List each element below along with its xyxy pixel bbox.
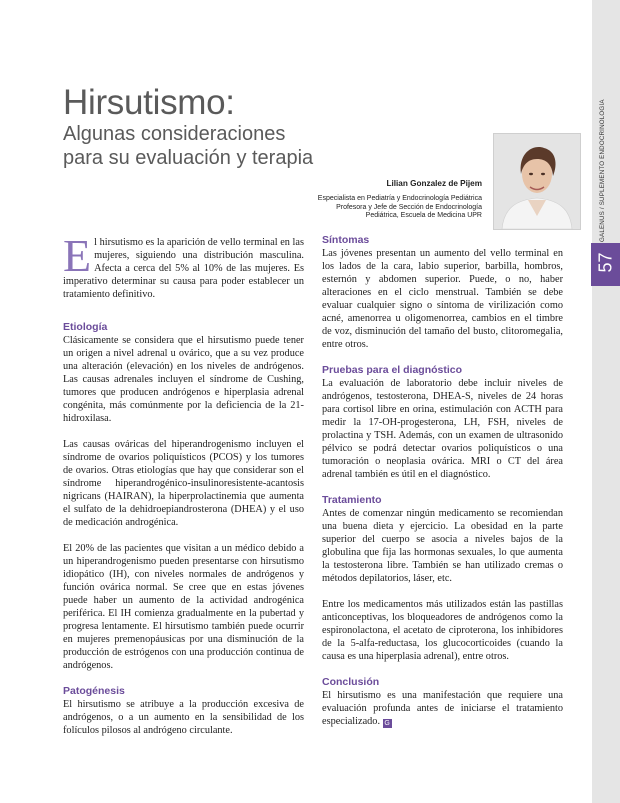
tratamiento-paragraph-2: Entre los medicamentos más utilizados están las pastillas anticonceptivas, los bloqueadores de andrógenos como la espironolactona, el acetato de ciproterona, los inhibidores de la 5-alfa-reductasa, los glucocorticoides (cuando la causa es una hiperplasia adrenal), entre otros. — [322, 599, 563, 662]
conclusion-text: El hirsutismo es una manifestación que requiere una evaluación profunda antes de iniciarse el tratamiento especializado. — [322, 690, 563, 727]
patogenesis-paragraph: El hirsutismo se atribuye a la producción excesiva de andrógenos, o a un aumento en la sensibilidad de los folículos pilosos al andrógeno circulante. — [63, 699, 304, 736]
heading-sintomas: Síntomas — [322, 234, 370, 246]
subtitle-line-1: Algunas consideraciones — [63, 123, 286, 145]
article-subtitle — [63, 122, 363, 170]
intro-paragraph — [63, 230, 304, 301]
drop-cap: E — [63, 230, 92, 281]
author-affiliation-line: Especialista en Pediatría y Endocrinología Pediátrica — [317, 195, 482, 202]
etiologia-paragraph-3: El 20% de las pacientes que visitan a un médico debido a un hiperandrogenismo pueden presentarse con hirsutismo idiopático (IH), con niveles normales de andrógenos y función ovárica normal. Se cree que en estas jóvenes puede haber un aumento de la actividad androgénica periférica. El IH comienza gradualmente en la pubertad y progresa lentamente. El hirsutismo también puede ocurrir en mujeres premenopáusicas por una disminución de la producción de estrógenos con una producción continua de andrógenos. — [63, 543, 304, 671]
author-affiliation — [270, 195, 482, 221]
etiologia-paragraph-2: Las causas ováricas del hiperandrogenismo incluyen el síndrome de ovarios poliquísticos (PCOS) y los tumores de ovarios. Otras etiologías que hay que considerar son el síndrome hiperandrogénico-insulinoresistente-acantosis nigricans (HAIRAN), la hiperprolactinemia que aumenta el sulfato de la dehidroepiandrosterona (DHEA) y el uso de medicación androgénica. — [63, 439, 304, 528]
heading-pruebas: Pruebas para el diagnóstico — [322, 364, 463, 376]
subtitle-line-2: para su evaluación y terapia — [63, 147, 314, 169]
heading-tratamiento: Tratamiento — [322, 494, 382, 506]
left-column — [63, 230, 304, 737]
page-number-tab — [591, 243, 620, 286]
pruebas-paragraph: La evaluación de laboratorio debe incluir niveles de andrógenos, testosterona, DHEA-S, niveles de 24 horas para cortisol libre en orina, estimulación con ACTH para medir la 17-OH-progesterona, LH, FSH, niveles de prolactina y TSH. Además, con un examen de ultrasonido pélvico se podrá detectar ovarios poliquísticos o una tumoración o neoplasia ovárica. MRI o CT del área adrenal también es útil en el diagnóstico. — [322, 378, 563, 480]
heading-conclusion: Conclusión — [322, 676, 380, 688]
page-number: 57 — [595, 252, 616, 273]
right-column — [322, 234, 563, 728]
conclusion-paragraph — [322, 689, 563, 728]
etiologia-paragraph-1: Clásicamente se considera que el hirsutismo puede tener un origen a nivel adrenal u ovárico, que a su vez produce una alteración (elevación) en los niveles de andrógenos. Las causas adrenales incluyen el síndrome de Cushing, tumores que producen andrógenos e hiperplasia adrenal congénita, más comúnmente por la deficiencia de la 21-hidroxilasa. — [63, 335, 304, 424]
end-mark-icon: G — [384, 720, 390, 727]
author-portrait-illustration — [494, 134, 580, 229]
intro-text: l hirsutismo es la aparición de vello terminal en las mujeres, siguiendo una distribución masculina. Afecta a cerca del 5% al 10% de las mujeres. Es imperativo determinar su causa para poder establecer un tratamiento definitivo. — [63, 237, 304, 300]
tratamiento-paragraph-1: Antes de comenzar ningún medicamento se recomiendan una buena dieta y ejercicio. La obesidad en la parte superior del cuerpo se asocia a niveles bajos de la globulina que fija las hormonas sexuales, lo que aumenta la testosterona libre. También se han utilizado cremas o métodos depilatorios, láser, etc. — [322, 508, 563, 584]
author-affiliation-line: Pediátrica, Escuela de Medicina UPR — [365, 212, 482, 219]
author-photo — [493, 133, 581, 230]
heading-patogenesis: Patogénesis — [63, 685, 125, 697]
author-name: Lilian Gonzalez de Pijem — [386, 179, 482, 188]
heading-etiologia: Etiología — [63, 321, 108, 333]
author-affiliation-line: Profesora y Jefe de Sección de Endocrinología — [336, 203, 482, 211]
journal-name: GALENUS / SUPLEMENTO ENDOCRINOLOGÍA — [599, 99, 606, 242]
article-title: Hirsutismo: — [63, 83, 235, 122]
sintomas-paragraph: Las jóvenes presentan un aumento del vello terminal en los lados de la cara, labio superior, barbilla, hombros, esternón y abdomen superior. Puede, o no, haber alteraciones en el ciclo menstrual. También se debe evaluar cualquier signo o síntoma de virilización como acné, amenorrea u oligomenorrea, cambios en el timbre de voz, disminución del tamaño del busto, clitoromegalia, entre otros. — [322, 248, 563, 350]
